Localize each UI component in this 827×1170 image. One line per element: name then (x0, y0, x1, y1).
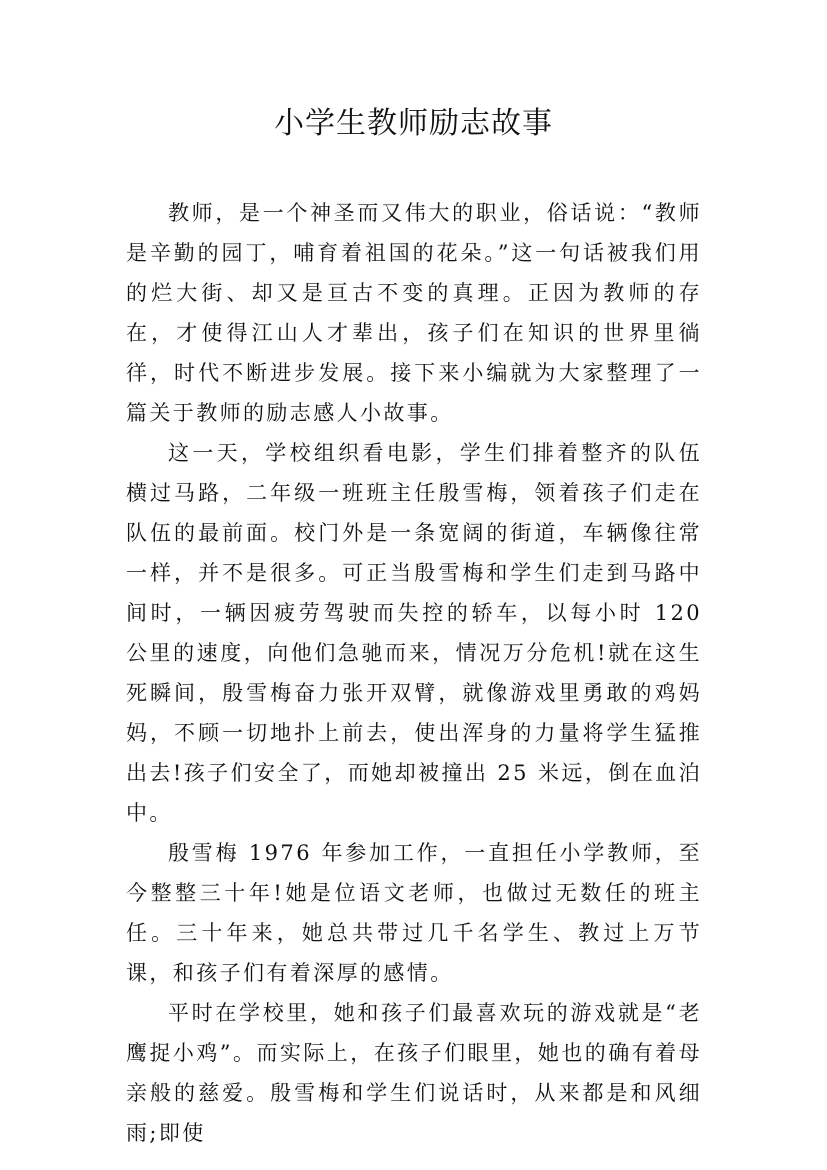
paragraph: 教师，是一个神圣而又伟大的职业，俗话说：“教师是辛勤的园丁，哺育着祖国的花朵。”这一句话被我们用的烂大街、却又是亘古不变的真理。正因为教师的存在，才使得江山人才辈出，孩子们在知识的世界里徜徉，时代不断进步发展。接下来小编就为大家整理了一篇关于教师的励志感人小故事。 (126, 201, 702, 425)
paragraph: 殷雪梅 1976 年参加工作，一直担任小学教师，至今整整三十年!她是位语文老师，也做过无数任的班主任。三十年来，她总共带过几千名学生、教过上万节课，和孩子们有着深厚的感情。 (126, 841, 702, 985)
paragraph: 这一天，学校组织看电影，学生们排着整齐的队伍横过马路，二年级一班班主任殷雪梅，领着孩子们走在队伍的最前面。校门外是一条宽阔的街道，车辆像往常一样，并不是很多。可正当殷雪梅和学生们走到马路中间时，一辆因疲劳驾驶而失控的轿车，以每小时 120 公里的速度，向他们急驰而来，情况万分危机!就在这生死瞬间，殷雪梅奋力张开双臂，就像游戏里勇敢的鸡妈妈，不顾一切地扑上前去，使出浑身的力量将学生猛推出去!孩子们安全了，而她却被撞出 25 米远，倒在血泊中。 (126, 441, 702, 825)
paragraph: 平时在学校里，她和孩子们最喜欢玩的游戏就是“老鹰捉小鸡”。而实际上，在孩子们眼里，她也的确有着母亲般的慈爱。殷雪梅和学生们说话时，从来都是和风细雨;即使 (126, 1001, 702, 1145)
document-title: 小学生教师励志故事 (274, 106, 553, 141)
document-body (126, 193, 702, 1153)
